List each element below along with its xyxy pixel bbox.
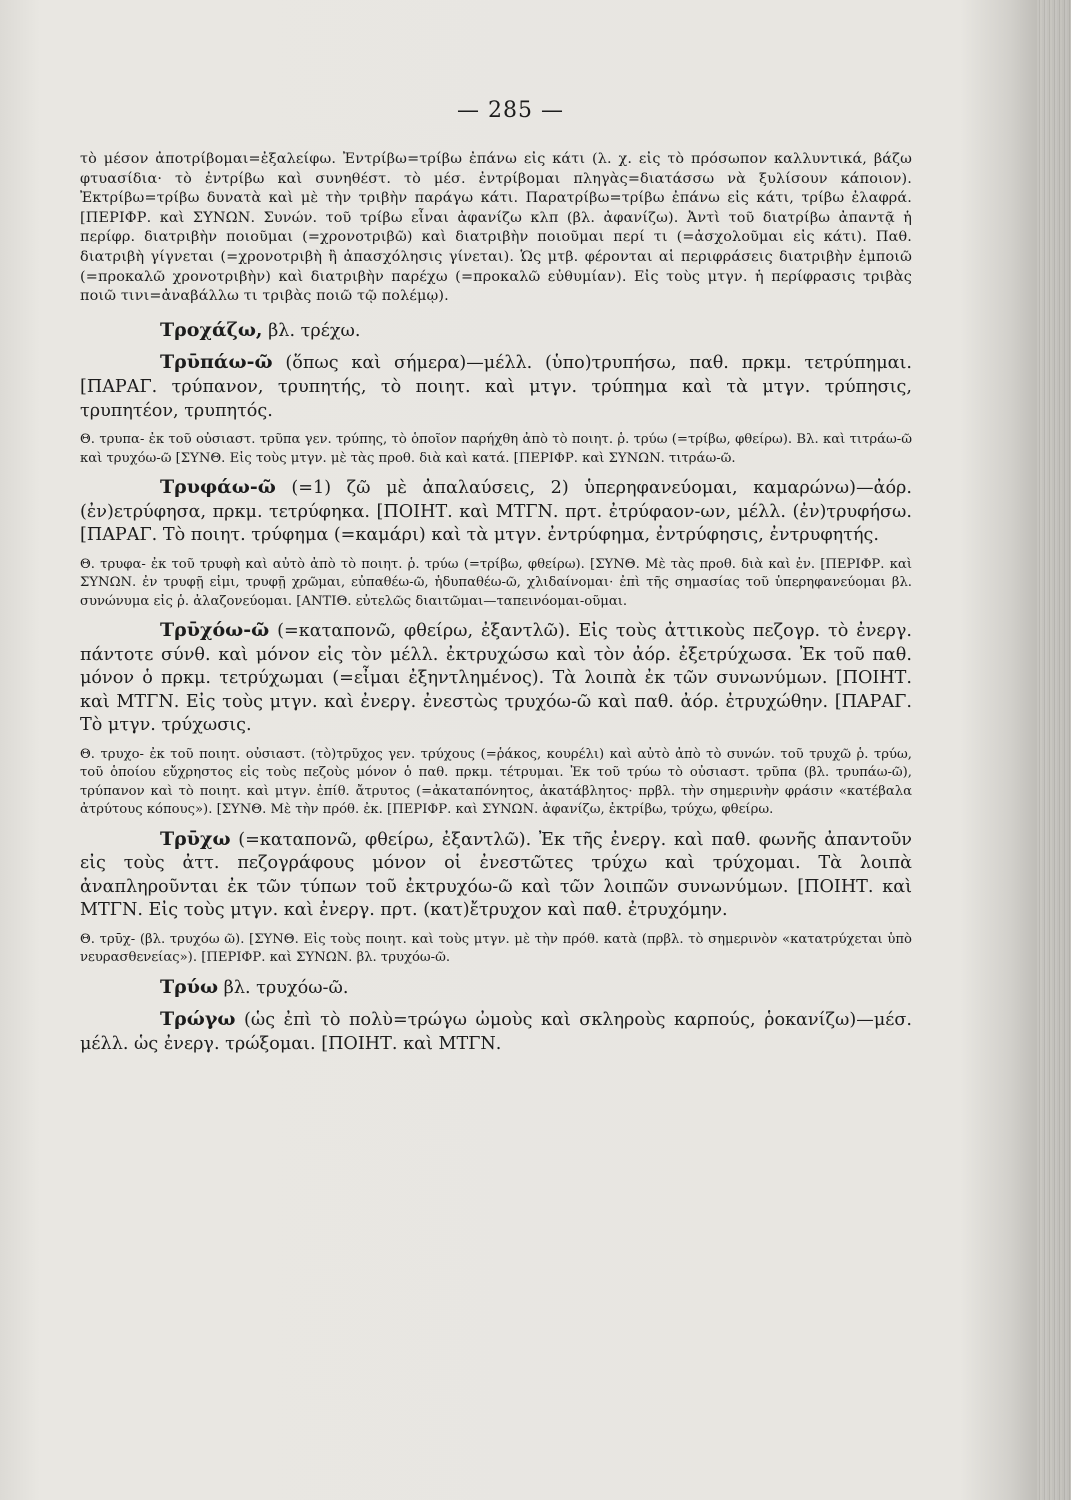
entry-trogo: [0, 1008, 912, 1056]
entry-trycho: [0, 828, 912, 923]
note-text: Θ. τρῡχ- (βλ. τρυχόω ῶ). [ΣΥΝΘ. Εἰς τοὺς ποιητ. καὶ τοὺς μτγν. μὲ τὴν πρόθ. κατὰ (πρβλ. τὸ σημερινὸν «κατατρύχεται ὑπὸ νευρασθενείας»). [ΠΕΡΙΦΡ. καὶ ΣΥΝΩΝ. βλ. τρυχόω-ῶ.: [80, 931, 912, 966]
entry-trypao: [0, 351, 912, 423]
headword: Τρύω: [160, 975, 219, 998]
entry-tryo: [0, 976, 912, 1001]
entry-trychoo: [0, 619, 912, 738]
etymology-note: [80, 746, 912, 820]
page-edge-shadow: [1037, 0, 1071, 1500]
headword: Τρῡπάω-ῶ: [160, 351, 273, 374]
headword: Τρῡχόω-ῶ: [160, 618, 270, 641]
note-text: Θ. τρυφα- ἐκ τοῦ τρυφὴ καὶ αὐτὸ ἀπὸ τὸ ποιητ. ῥ. τρύω (=τρίβω, φθείρω). [ΣΥΝΘ. Μὲ τὰς προθ. διὰ καὶ ἐν. [ΠΕΡΙΦΡ. καὶ ΣΥΝΩΝ. ἐν τρυφῇ εἰμι, τρυφῇ χρῶμαι, εὐπαθέω-ῶ, ἡδυπαθέω-ῶ, χλιδαίνομαι· ἐπὶ τῆς σημασίας τοῦ ὑπερηφανεύομαι βλ. συνώνυμα εἰς ῥ. ἀλαζονεύομαι. [ΑΝΤΙΘ. εὐτελῶς διαιτῶμαι—ταπεινόομαι-οῦμαι.: [80, 556, 912, 609]
entry-tryfao: [0, 476, 912, 548]
page-number: — 285 —: [457, 98, 564, 123]
dictionary-text: [80, 150, 912, 1057]
entry-text: (=1) ζῶ μὲ ἀπαλαύσεις, 2) ὑπερηφανεύομαι, καμαρώνω)—ἀόρ. (ἐν)ετρύφησα, πρκμ. τετρύφηκα. [ΠΟΙΗΤ. καὶ ΜΤΓΝ. πρτ. ἐτρύφαον-ων, μέλλ. (ἐν)τρυφήσω. [ΠΑΡΑΓ. Τὸ ποιητ. τρύφημα (=καμάρι) καὶ τὰ μτγν. ἐντρύφημα, ἐντρύφησις, ἐντρυφητής.: [80, 477, 912, 546]
headword: Τροχάζω,: [160, 318, 263, 341]
note-text: Θ. τρυπα- ἐκ τοῦ οὐσιαστ. τρῦπα γεν. τρύπης, τὸ ὁποῖον παρήχθη ἀπὸ τὸ ποιητ. ῥ. τρύω (=τρίβω, φθείρω). Βλ. καὶ τιτράω-ῶ καὶ τρυχόω-ῶ [ΣΥΝΘ. Εἰς τοὺς μτγν. μὲ τὰς προθ. διὰ καὶ κατά. [ΠΕΡΙΦΡ. καὶ ΣΥΝΩΝ. τιτράω-ῶ.: [80, 432, 912, 466]
etymology-note: [80, 431, 912, 468]
entry-text: (=καταπονῶ, φθείρω, ἐξαντλῶ). Εἰς τοὺς ἀττικοὺς πεζογρ. τὸ ἐνεργ. πάντοτε σύνθ. καὶ μόνον εἰς τὸν μέλλ. ἐκτρυχώσω καὶ τὸν ἀόρ. ἐξετρύχωσα. Ἐκ τοῦ παθ. μόνον ὁ πρκμ. τετρύχωμαι (=εἶμαι ἐξηντλημένος). Τὰ λοιπὰ ἐκ τῶν συνωνύμων. [ΠΟΙΗΤ. καὶ ΜΤΓΝ. Εἰς τοὺς μτγν. καὶ ἐνεργ. ἐνεστὼς τρυχόω-ῶ καὶ παθ. ἀόρ. ἐτρυχώθην. [ΠΑΡΑΓ. Τὸ μτγν. τρύχωσις.: [80, 620, 912, 736]
entry-text: (ὅπως καὶ σήμερα)—μέλλ. (ὑπο)τρυπήσω, παθ. πρκμ. τετρύπημαι. [ΠΑΡΑΓ. τρύπανον, τρυπητής, τὸ ποιητ. καὶ μτγν. τρύπημα καὶ τὰ μτγν. τρύπησις, τρυπητέον, τρυπητός.: [80, 353, 912, 421]
headword: Τρῡχω: [160, 827, 231, 850]
entry-trochazo: [0, 319, 912, 344]
etymology-note: [80, 556, 912, 611]
etymology-note: [80, 931, 912, 968]
headword: Τρυφάω-ῶ: [160, 475, 276, 498]
entry-continuation: [80, 150, 912, 307]
headword: Τρώγω: [160, 1008, 236, 1031]
entry-text: (ὡς ἐπὶ τὸ πολὺ=τρώγω ὠμοὺς καὶ σκληροὺς καρπούς, ῥοκανίζω)—μέσ. μέλλ. ὡς ἐνεργ. τρώξομαι. [ΠΟΙΗΤ. καὶ ΜΤΓΝ.: [80, 1010, 912, 1054]
entry-text: (=καταπονῶ, φθείρω, ἐξαντλῶ). Ἐκ τῆς ἐνεργ. καὶ παθ. φωνῆς ἀπαντοῦν εἰς τοὺς ἀττ. πεζογράφους μόνον οἱ ἐνεστῶτες τρύχω καὶ τρύχομαι. Τὰ λοιπὰ ἀναπληροῦνται ἐκ τῶν τύπων τοῦ ἐκτρυχόω-ῶ καὶ τῶν λοιπῶν συνωνύμων. [ΠΟΙΗΤ. καὶ ΜΤΓΝ. Εἰς τοὺς μτγν. καὶ ἐνεργ. πρτ. (κατ)ἔτρυχον καὶ παθ. ἐτρυχόμην.: [80, 829, 912, 921]
note-text: Θ. τρυχο- ἐκ τοῦ ποιητ. οὐσιαστ. (τὸ)τρῦχος γεν. τρύχους (=ῥάκος, κουρέλι) καὶ αὐτὸ ἀπὸ τὸ συνών. τοῦ τρυχῶ ῥ. τρύω, τοῦ ὁποίου εὔχρηστος εἰς τοὺς πεζοὺς μόνον ὁ παθ. πρκμ. τέτρυμαι. Ἐκ τοῦ τρύω τὸ οὐσιαστ. τρῦπα (βλ. τρυπάω-ῶ), τρύπανον καὶ τὸ ποιητ. καὶ μτγν. ἐπίθ. ἄτρυτος (=ἀκαταπόνητος, ἀκατάβλητος· πρβλ. τὴν σημερινὴν φράσιν «κατέβαλα ἀτρύτους κόπους»). [ΣΥΝΘ. Μὲ τὴν πρόθ. ἐκ. [ΠΕΡΙΦΡ. καὶ ΣΥΝΩΝ. ἀφανίζω, ἐκτρίβω, τρύχω, φθείρω.: [80, 746, 912, 818]
entry-text: βλ. τρέχω.: [262, 320, 361, 341]
entry-text: τὸ μέσον ἀποτρίβομαι=ἐξαλείφω. Ἐντρίβω=τρίβω ἐπάνω εἰς κάτι (λ. χ. εἰς τὸ πρόσωπον καλλυντικά, βάζω φτυασίδια· τὸ ἐντρίβω καὶ συνηθέστ. τὸ μέσ. ἐντρίβομαι πληγὰς=διατάσσω νὰ ξυλίσουν κάποιον). Ἐκτρίβω=τρίβω δυνατὰ καὶ μὲ τὴν τριβὴν παράγω κάτι. Παρατρίβω=τρίβω ἐπάνω εἰς κάτι, τρίβω ἐλαφρά. [ΠΕΡΙΦΡ. καὶ ΣΥΝΩΝ. Συνών. τοῦ τρίβω εἶναι ἀφανίζω κλπ (βλ. ἀφανίζω). Ἀντὶ τοῦ διατρίβω ἀπαντᾷ ἡ περίφρ. διατριβὴν ποιοῦμαι (=χρονοτριβῶ) καὶ διατριβὴν ποιοῦμαι περί τι (=ἀσχολοῦμαι εἰς κάτι). Παθ. διατριβὴ γίγνεται (=χρονοτριβὴ ἢ ἀπασχόλησις γίνεται). Ὡς μτβ. φέρονται αἱ περιφράσεις διατριβὴν ἐμποιῶ (=προκαλῶ χρονοτριβὴν) καὶ διατριβὴν παρέχω (=προκαλῶ εὐθυμίαν). Εἰς τοὺς μτγν. ἡ περίφρασις τριβὰς ποιῶ τινι=ἀναβάλλω τι τριβὰς ποιῶ τῷ πολέμῳ).: [80, 151, 912, 305]
entry-text: βλ. τρυχόω-ῶ.: [218, 977, 349, 998]
